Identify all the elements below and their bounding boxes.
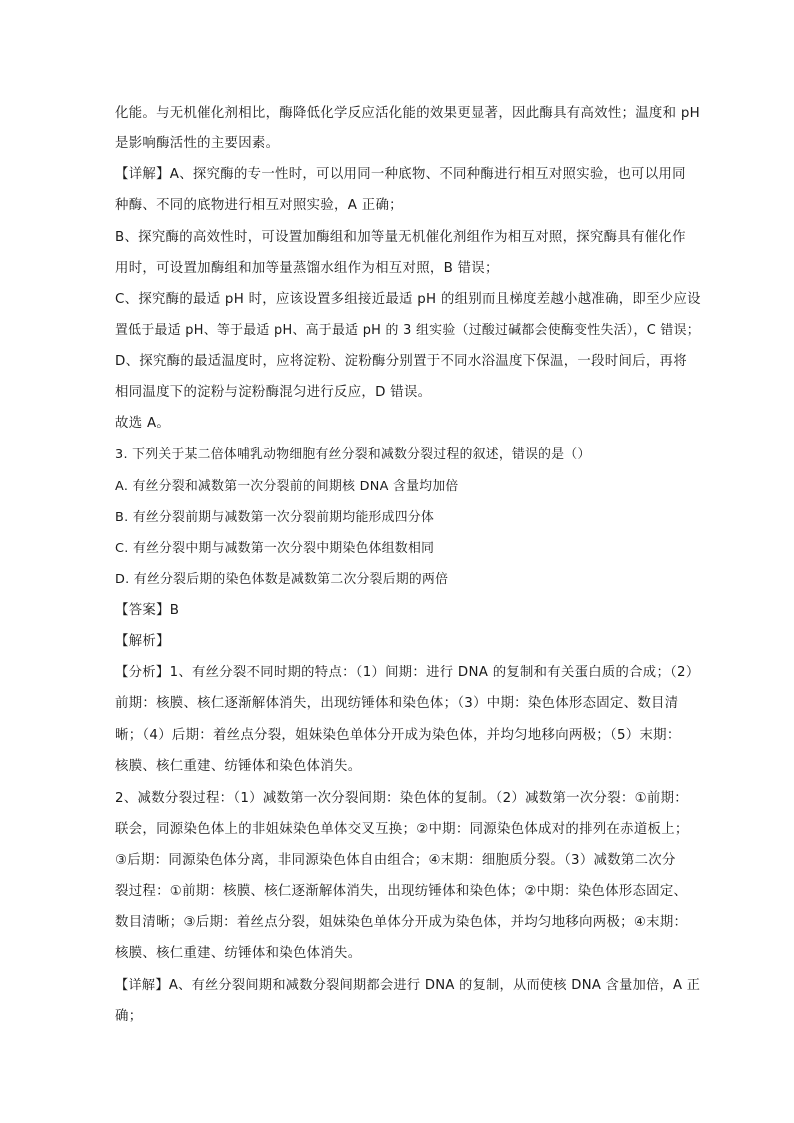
text-line: 化能。与无机催化剂相比，酶降低化学反应活化能的效果更显著，因此酶具有高效性；温度和 pH (115, 106, 701, 121)
text-line: 种酶、不同的底物进行相互对照实验，A 正确； (115, 198, 403, 213)
analysis-heading: 【解析】 (115, 634, 170, 649)
option-d: D. 有丝分裂后期的染色体数是减数第二次分裂后期的两倍 (115, 572, 449, 587)
text-line: 是影响酶活性的主要因素。 (115, 136, 280, 151)
answer-label: 【答案】B (115, 603, 180, 618)
text-line: 2、减数分裂过程：（1）减数第一次分裂间期：染色体的复制。（2）减数第一次分裂：①前期： (115, 791, 688, 806)
text-line: 前期：核膜、核仁逐渐解体消失，出现纺锤体和染色体；（3）中期：染色体形态固定、数目清 (115, 696, 679, 711)
text-line: C、探究酶的最适 pH 时，应该设置多组接近最适 pH 的组别而且梯度差越小越准确，即至少应设 (115, 292, 701, 307)
text-line: 【分析】1、有丝分裂不同时期的特点：（1）间期：进行 DNA 的复制和有关蛋白质的合成；（2） (115, 665, 700, 680)
text-line: D、探究酶的最适温度时，应将淀粉、淀粉酶分别置于不同水浴温度下保温，一段时间后，再将 (115, 354, 687, 369)
text-line: 用时，可设置加酶组和加等量蒸馏水组作为相互对照，B 错误； (115, 261, 499, 276)
text-line: ③后期：同源染色体分离，非同源染色体自由组合；④末期：细胞质分裂。（3）减数第二次分 (115, 853, 676, 868)
text-line: 核膜、核仁重建、纺锤体和染色体消失。 (115, 946, 362, 961)
text-line: 相同温度下的淀粉与淀粉酶混匀进行反应，D 错误。 (115, 385, 432, 400)
text-line: 故选 A。 (115, 416, 171, 431)
text-line: 联会，同源染色体上的非姐妹染色单体交叉互换；②中期：同源染色体成对的排列在赤道板上； (115, 822, 689, 837)
text-line: 晰；（4）后期：着丝点分裂，姐妹染色单体分开成为染色体，并均匀地移向两极；（5）末期： (115, 728, 681, 743)
option-a: A. 有丝分裂和减数第一次分裂前的间期核 DNA 含量均加倍 (115, 479, 459, 494)
text-line: 数目清晰；③后期：着丝点分裂，姐妹染色单体分开成为染色体，并均匀地移向两极；④末期： (115, 915, 688, 930)
text-line: 【详解】A、探究酶的专一性时，可以用同一种底物、不同种酶进行相互对照实验，也可以用同 (115, 167, 686, 182)
text-line: 核膜、核仁重建、纺锤体和染色体消失。 (115, 759, 362, 774)
option-b: B. 有丝分裂前期与减数第一次分裂前期均能形成四分体 (115, 510, 435, 525)
text-line: 确； (115, 1009, 143, 1024)
question-stem: 3. 下列关于某二倍体哺乳动物细胞有丝分裂和减数分裂过程的叙述，错误的是（） (115, 447, 591, 462)
text-line: 置低于最适 pH、等于最适 pH、高于最适 pH 的 3 组实验（过酸过碱都会使酶变性失活），C 错误； (115, 323, 700, 338)
text-line: 裂过程：①前期：核膜、核仁逐渐解体消失，出现纺锤体和染色体；②中期：染色体形态固定、 (115, 884, 688, 899)
text-line: 【详解】A、有丝分裂间期和减数分裂间期都会进行 DNA 的复制，从而使核 DNA 含量加倍，A 正 (115, 978, 701, 993)
text-line: B、探究酶的高效性时，可设置加酶组和加等量无机催化剂组作为相互对照，探究酶具有催化作 (115, 230, 686, 245)
option-c: C. 有丝分裂中期与减数第一次分裂中期染色体组数相同 (115, 541, 435, 556)
